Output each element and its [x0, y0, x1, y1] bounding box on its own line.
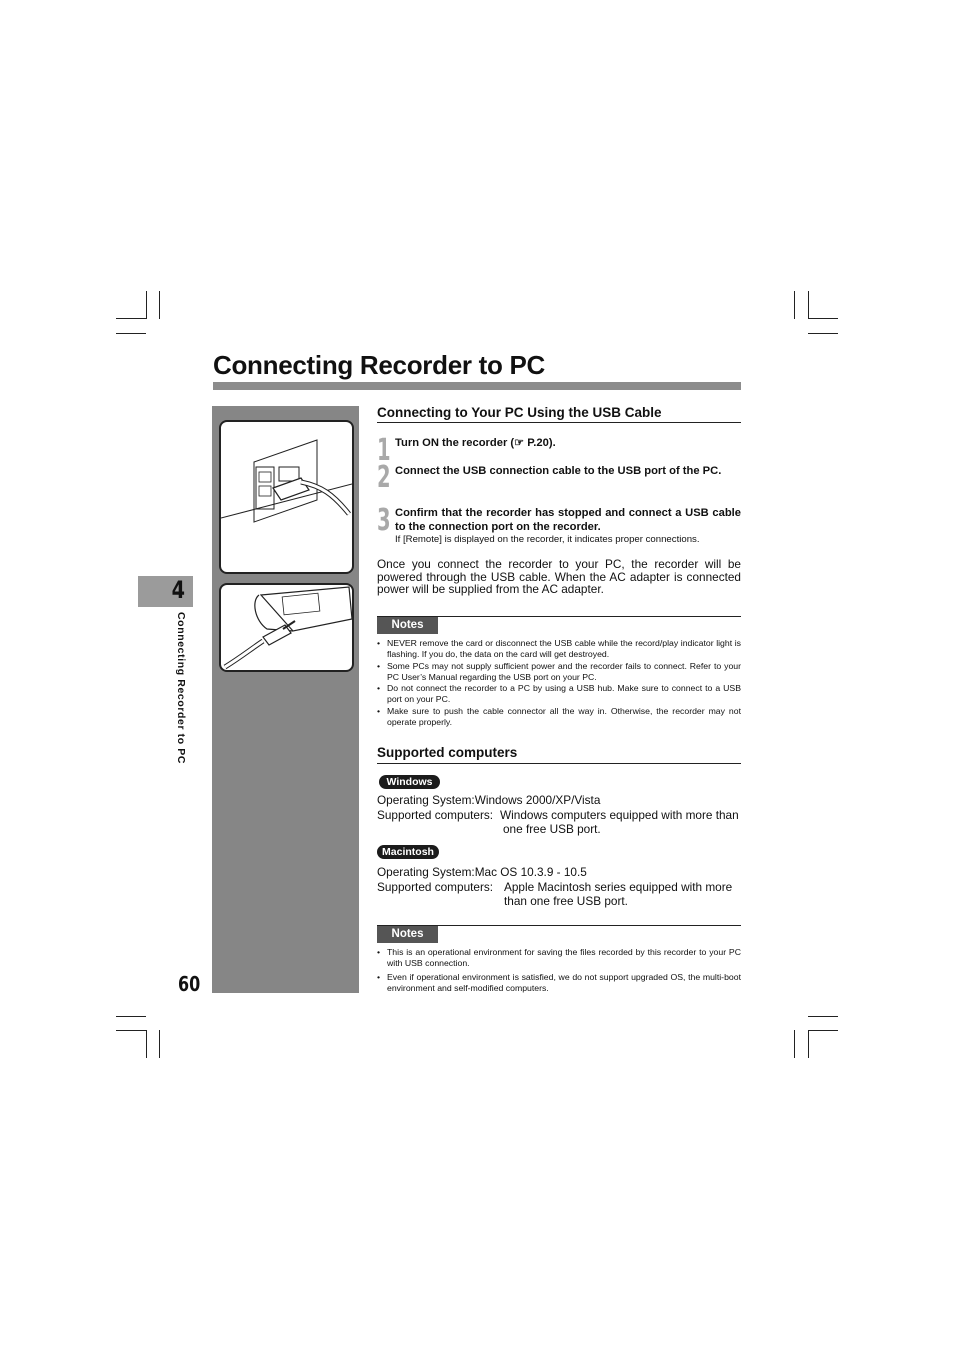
- mac-computers-line1: Apple Macintosh series equipped with more: [504, 880, 733, 894]
- windows-badge: Windows: [379, 775, 440, 789]
- chapter-side-label: Connecting Recorder to PC: [175, 612, 187, 765]
- notes-list-2: [377, 947, 741, 994]
- note-item: • Even if operational environment is satisfied, we do not support upgraded OS, the multi-boot environment and self-modified computers.: [377, 971, 741, 993]
- mac-computers-line2: than one free USB port.: [504, 894, 628, 908]
- windows-computers-label: Supported computers:: [377, 808, 494, 822]
- page-title: Connecting Recorder to PC: [213, 350, 545, 380]
- title-underline-bar: [213, 382, 741, 390]
- usb-paragraph: Once you connect the recorder to your PC, the recorder will be powered through the USB cable. When the AC adapter is connected power will be supplied from the AC adapter.: [377, 557, 741, 597]
- step-3-note: If [Remote] is displayed on the recorder, it indicates proper connections.: [395, 534, 700, 545]
- section-heading-usb: Connecting to Your PC Using the USB Cable: [377, 405, 662, 420]
- note-item: • This is an operational environment for saving the files recorded by this recorder to your PC with USB connection.: [377, 947, 741, 969]
- page-number: 60: [178, 972, 201, 996]
- illustration-panel: [212, 406, 359, 993]
- step-3-text: Confirm that the recorder has stopped and connect a USB cable to the connection port on the recorder.: [395, 507, 741, 533]
- note-item: • Do not connect the recorder to a PC by using a USB hub. Make sure to connect to a USB port on your PC.: [377, 683, 741, 705]
- macintosh-badge: Macintosh: [377, 845, 439, 859]
- chapter-number: 4: [171, 576, 186, 604]
- mac-computers-label: Supported computers:: [377, 880, 494, 894]
- section-rule: [377, 422, 741, 423]
- note-item: • Make sure to push the cable connector all the way in. Otherwise, the recorder may not operate properly.: [377, 705, 741, 728]
- note-item: • NEVER remove the card or disconnect the USB cable while the record/play indicator light is flashing. If you do, the data on the card will get destroyed.: [377, 638, 741, 660]
- section-rule: [377, 763, 741, 764]
- notes-list-1: [377, 638, 741, 728]
- windows-os: Operating System:Windows 2000/XP/Vista: [377, 793, 601, 807]
- mac-os: Operating System:Mac OS 10.3.9 - 10.5: [377, 865, 587, 879]
- pc-usb-port-illustration: [219, 420, 354, 574]
- step-number-2: 2: [377, 460, 391, 495]
- notes-label-2: Notes: [377, 926, 438, 943]
- note-item: • Some PCs may not supply sufficient power and the recorder fails to connect. Refer to your PC User’s Manual regarding the USB port on your PC.: [377, 660, 741, 682]
- windows-computers-line1: Windows computers equipped with more than: [500, 808, 739, 822]
- step-2-text: Connect the USB connection cable to the USB port of the PC.: [395, 465, 722, 477]
- windows-computers-line2: one free USB port.: [503, 822, 601, 836]
- section-heading-supported: Supported computers: [377, 745, 518, 760]
- recorder-usb-illustration: [219, 583, 354, 672]
- step-number-1: 1: [377, 433, 391, 468]
- step-1-text: Turn ON the recorder (☞ P.20).: [395, 437, 556, 449]
- step-number-3: 3: [377, 503, 391, 538]
- notes-label-1: Notes: [377, 617, 438, 634]
